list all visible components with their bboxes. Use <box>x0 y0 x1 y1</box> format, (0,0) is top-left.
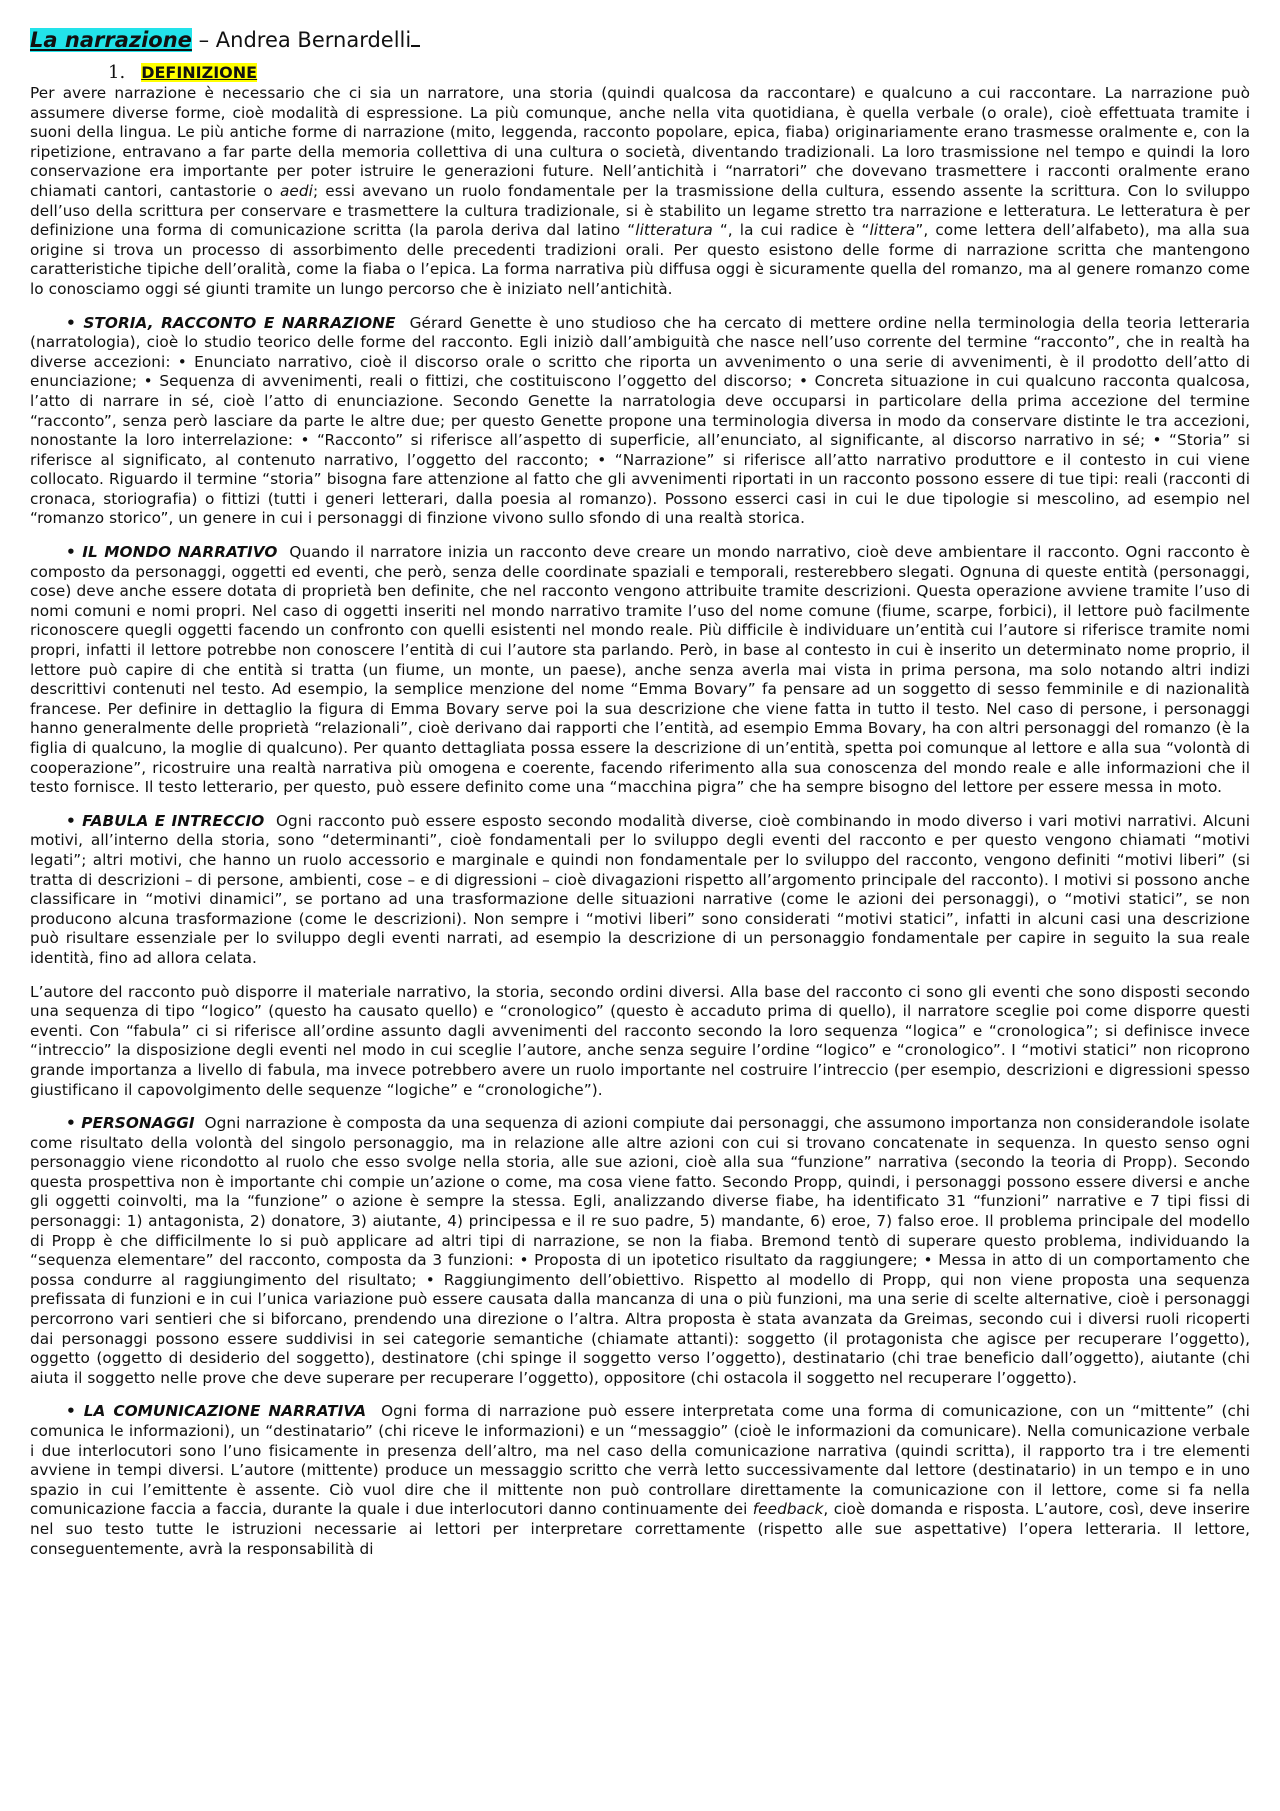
subsection-title-personaggi: • PERSONAGGI <box>66 1114 195 1133</box>
text-run: Ogni racconto può essere esposto secondo modalità diverse, cioè combinando in modo diverso i vari motivi narrativi. Alcuni motivi, all’interno della storia, sono “determinanti”, cioè fondamentali per lo sviluppo degli eventi del racconto e per questo vengono chiamati “motivi legati”; altri motivi, che hanno un ruolo accessorio e marginale e quindi non fondamentale per lo sviluppo del racconto, vengono definiti “motivi liberi” (si tratta di descrizioni – di persone, ambienti, cose – e di digressioni – cioè divagazioni rispetto all’argomento principale del racconto). I motivi si possono anche classificare in “motivi dinamici”, se portano ad una trasformazione delle situazioni narrative (come le azioni dei personaggi), o “motivi statici”, se non producono alcuna trasformazione (come le descrizioni). Non sempre i “motivi liberi” sono considerati “motivi statici”, infatti in alcuni casi una descrizione può risultare essenziale per lo sviluppo degli eventi narrati, ad esempio la descrizione di un personaggio fondamentale per capire in seguito la sua reale identità, fino ad allora celata. <box>30 811 1250 967</box>
paragraph-storia <box>30 314 1250 530</box>
italic-term: littera <box>869 221 916 240</box>
section-heading-definizione <box>108 64 1250 82</box>
text-run: Quando il narratore inizia un racconto deve creare un mondo narrativo, cioè deve ambientare il racconto. Ogni racconto è composto da personaggi, oggetti ed eventi, che però, senza delle coordinate spaziali e temporali, resterebbero slegati. Ognuna di queste entità (personaggi, cose) deve anche essere dotata di proprietà ben definite, che nel racconto vengono attribuite tramite descrizioni. Questa operazione avviene tramite l’uso di nomi comuni e nomi propri. Nel caso di oggetti inseriti nel mondo narrativo tramite l’uso del nome comune (fiume, scarpe, forbici), il lettore può facilmente riconoscere quegli oggetti facendo un confronto con quelli esistenti nel mondo reale. Più difficile è individuare un’entità cui l’autore si riferisce tramite nomi propri, infatti il lettore potrebbe non conoscere l’entità di cui l’autore sta parlando. Però, in base al contesto in cui è inserito un determinato nome proprio, il lettore può capire di che entità si tratta (un fiume, un monte, un paese), anche senza averla mai vista in prima persona, ma solo notando altri indizi descrittivi contenuti nel testo. Ad esempio, la semplice menzione del nome “Emma Bovary” fa pensare ad un soggetto di sesso femminile e di nazionalità francese. Per definire in dettaglio la figura di Emma Bovary serve poi la sua descrizione che viene fatta in tutto il testo. Nel caso di persone, i personaggi hanno generalmente delle proprietà “relazionali”, cioè derivano dai rapporti che l’entità, ad esempio Emma Bovary, ha con altri personaggi del romanzo (è la figlia di qualcuno, la moglie di qualcuno). Per quanto dettagliata possa essere la descrizione di un’entità, spetta poi comunque al lettore e alla sua “volontà di cooperazione”, ricostruire una realtà narrativa più omogena e coerente, facendo riferimento alla sua conoscenza del mondo reale e alle informazioni che il testo fornisce. Il testo letterario, per questo, può essere definito come una “macchina pigra” che ha sempre bisogno del lettore per essere messa in moto. <box>30 543 1250 797</box>
subsection-title-comunicazione: • LA COMUNICAZIONE NARRATIVA <box>66 1402 367 1421</box>
text-run: ; essi avevano un ruolo fondamentale per la trasmissione della cultura, essendo assente la scrittura. Con lo sviluppo dell’uso della scrittura per conservare e trasmettere la cultura tradizionale, si è stabilito un legame stretto tra narrazione e letteratura. Le letteratura è per definizione una forma di comunicazione scritta (la parola deriva dal latino “ <box>30 181 1250 240</box>
subsection-title-mondo: • IL MONDO NARRATIVO <box>66 543 278 562</box>
text-run: Ogni forma di narrazione può essere interpretata come una forma di comunicazione, con un “mittente” (chi comunica le informazioni), un “destinatario” (chi riceve le informazioni) e un “messaggio” (cioè le informazioni da comunicare). Nella comunicazione verbale i due interlocutori sono l’uno fisicamente in presenza dell’altro, ma nel caso della comunicazione narrativa (quindi scritta), il rapporto tra i tre elementi avviene in tempi diversi. L’autore (mittente) produce un messaggio scritto che verrà letto successivamente dal lettore (destinatario) in un tempo e in uno spazio in cui l’emittente è assente. Ciò vuol dire che il mittente non può controllare direttamente la comunicazione con il lettore, come si fa nella comunicazione faccia a faccia, durante la quale i due interlocutori danno continuamente dei <box>30 1402 1250 1519</box>
text-cursor <box>411 27 420 47</box>
paragraph-comunicazione <box>30 1402 1250 1559</box>
text-run: Per avere narrazione è necessario che ci sia un narratore, una storia (quindi qualcosa da raccontare) e qualcuno a cui raccontare. La narrazione può assumere diverse forme, cioè modalità di espressione. La più comunque, anche nella vita quotidiana, è quella verbale (o orale), cioè effettuata tramite i suoni della lingua. Le più antiche forme di narrazione (mito, leggenda, racconto popolare, epica, fiaba) originariamente erano trasmesse oralmente e, con la ripetizione, entravano a far parte della memoria collettiva di una cultura o società, diventando tradizionali. La loro trasmissione nel tempo e quindi la loro conservazione era importante per poter istruire le generazioni future. Nell’antichità i “narratori” che dovevano trasmettere i racconti oralmente erano chiamati cantori, cantastorie o <box>30 84 1250 200</box>
title-separator: – <box>191 28 216 52</box>
subsection-title-storia: • STORIA, RACCONTO E NARRAZIONE <box>66 313 396 332</box>
text-run: Ogni narrazione è composta da una sequenza di azioni compiute dai personaggi, che assumono importanza non considerandole isolate come risultato della volontà del singolo personaggio, ma in relazione alle altre azioni con cui si trovano concatenate in sequenza. In questo senso ogni personaggio viene ricondotto al ruolo che esso svolge nella storia, alle sue azioni, cioè alla sua “funzione” narrativa (secondo la teoria di Propp). Secondo questa prospettiva non è importante chi compie un’azione o come, ma cosa viene fatto. Secondo Propp, quindi, i personaggi possono essere diversi e anche gli oggetti coinvolti, ma la “funzione” o azione è sempre la stessa. Egli, analizzando diverse fiabe, ha identificato 31 “funzioni” narrative e 7 tipi fissi di personaggi: 1) antagonista, 2) donatore, 3) aiutante, 4) principessa e il re suo padre, 5) mandante, 6) eroe, 7) falso eroe. Il problema principale del modello di Propp è che difficilmente lo si può applicare ad altri tipi di narrazione, se non la fiaba. Bremond tentò di superare questo problema, individuando la “sequenza elementare” del racconto, composta da 3 funzioni: • Proposta di un ipotetico risultato da raggiungere; • Messa in atto di un comportamento che possa condurre al raggiungimento del risultato; • Raggiungimento dell’obiettivo. Rispetto al modello di Propp, qui non viene proposta una sequenza prefissata di funzioni e in cui l’unica variazione può essere causata dalla mancanza di una o più funzioni, ma una serie di scelte alternative, cioè i personaggi percorrono vari sentieri che si biforcano, prendendo una direzione o l’altra. Altra proposta è stata avanzata da Greimas, secondo cui i diversi ruoli ricoperti dai personaggi possono essere suddivisi in sei categorie semantiche (chiamate attanti): soggetto (il protagonista che agisce per recuperare l’oggetto), oggetto (oggetto di desiderio del soggetto), destinatore (chi spinge il soggetto verso l’oggetto), destinatario (chi trae beneficio dall’oggetto), aiutante (chi aiuta il soggetto nelle prove che deve superare per recuperare l’oggetto), oppositore (chi ostacola il soggetto nel recuperare l’oggetto). <box>30 1114 1251 1387</box>
paragraph-fabula <box>30 812 1250 969</box>
text-run: “, la cui radice è “ <box>712 221 870 240</box>
document-title: La narrazione <box>30 28 192 52</box>
italic-term: litteratura <box>635 221 713 240</box>
paragraph-personaggi <box>30 1114 1250 1388</box>
italic-term: aedi <box>279 181 313 200</box>
text-run: , cioè domanda e risposta. L’autore, così, deve inserire nel suo testo tutte le istruzioni necessarie ai lettori per interpretare correttamente (rispetto alle sue aspettative) l’opera letteraria. Il lettore, conseguentemente, avrà la responsabilità di <box>30 1500 1250 1558</box>
paragraph-fabula-2: L’autore del racconto può disporre il materiale narrativo, la storia, secondo ordini diversi. Alla base del racconto ci sono gli eventi che sono disposti secondo una sequenza di tipo “logico” (questo ha causato quello) e “cronologico” (questo è accaduto prima di quello), il narratore sceglie poi come disporre questi eventi. Con “fabula” ci si riferisce all’ordine assunto dagli avvenimenti del racconto secondo la loro sequenza “logica” e “cronologica”; si definisce invece “intreccio” la disposizione degli eventi nel modo in cui sceglie l’autore, anche senza seguire l’ordine “logico” e “cronologico”. I “motivi statici” non ricoprono grande importanza a livello di fabula, ma invece potrebbero avere un ruolo importante nel costruire l’intreccio (per esempio, descrizioni e digressioni spesso giustificano il capovolgimento delle sequenze “logiche” e “cronologiche”). <box>30 982 1250 1099</box>
italic-term: feedback <box>752 1500 824 1519</box>
subsection-title-fabula: • FABULA E INTRECCIO <box>66 811 265 830</box>
paragraph-mondo <box>30 543 1250 798</box>
document-header <box>30 26 1250 54</box>
text-run: Gérard Genette è uno studioso che ha cercato di mettere ordine nella terminologia della teoria letteraria (narratologia), cioè lo studio teorico delle forme del racconto. Egli iniziò dall’ambiguità che nasce nell’uso corrente del termine “racconto”, che in realtà ha diverse accezioni: • Enunciato narrativo, cioè il discorso orale o scritto che riporta un avvenimento o una serie di avvenimenti, è il prodotto dell’atto di enunciazione; • Sequenza di avvenimenti, reali o fittizi, che costituiscono l’oggetto del discorso; • Concreta situazione in cui qualcuno racconta qualcosa, l’atto di narrare in sé, cioè l’atto di enunciazione. Secondo Genette la narratologia deve occuparsi in particolare della prima accezione del termine “racconto”, senza però lasciare da parte le altre due; per questo Genette propone una terminologia diversa in modo da conservare distinte le tra accezioni, nonostante la loro interrelazione: • “Racconto” si riferisce all’aspetto di superficie, all’enunciato, al significante, al discorso narrativo in sé; • “Storia” si riferisce al significato, al contenuto narrativo, l’oggetto del racconto; • “Narrazione” si riferisce all’atto narrativo produttore e il contesto in cui viene collocato. Riguardo il termine “storia” bisogna fare attenzione al fatto che gli avvenimenti riportati in un racconto possono essere di tue tipi: reali (racconti di cronaca, storiografia) o fittizi (tutti i generi letterari, dalla poesia al romanzo). Possono esserci casi in cui le due tipologie si mescolino, ad esempio nel “romanzo storico”, un genere in cui i personaggi di finzione vivono sullo sfondo di una realtà storica. <box>30 313 1250 528</box>
section-number: 1. <box>108 62 126 83</box>
section-title: DEFINIZIONE <box>141 63 258 82</box>
text-run: ”, come lettera dell’alfabeto), ma alla sua origine si trova un processo di assorbimento delle precedenti tradizioni orali. Per questo esistono delle forme di narrazione scritta che mantengono caratteristiche tipiche dell’oralità, come la fiaba o l’epica. La forma narrativa più diffusa oggi è sicuramente quella del romanzo, ma al genere romanzo come lo conosciamo oggi sé giunti tramite un lungo percorso che è iniziato nell’antichità. <box>30 221 1250 298</box>
document-author: Andrea Bernardelli <box>215 28 412 52</box>
paragraph-definizione <box>30 84 1250 300</box>
